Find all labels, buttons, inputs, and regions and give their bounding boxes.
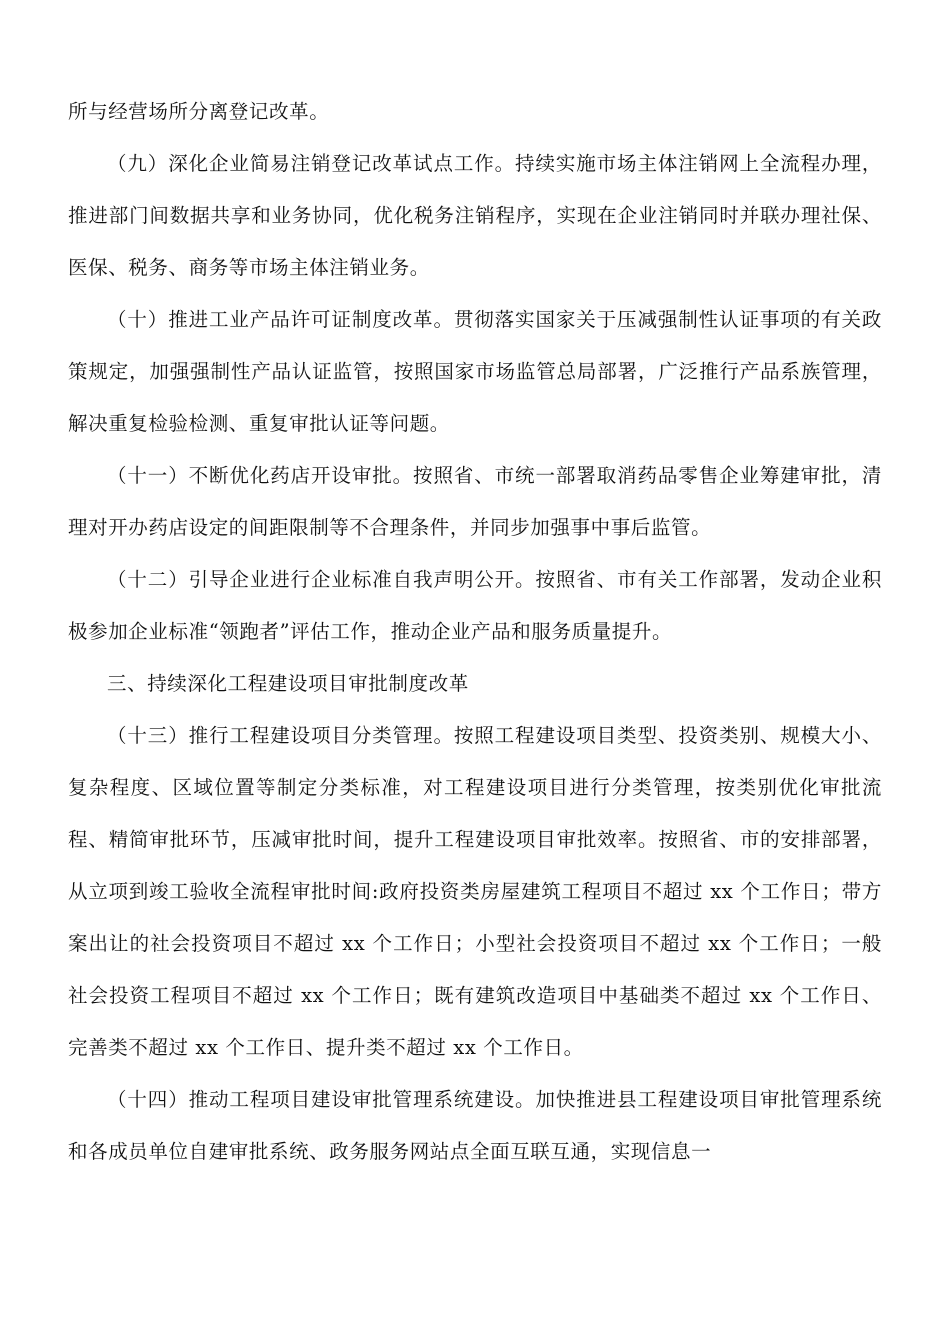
document-page bbox=[68, 86, 882, 1178]
paragraph-item-9: （九）深化企业简易注销登记改革试点工作。持续实施市场主体注销网上全流程办理，推进部门间数据共享和业务协同，优化税务注销程序，实现在企业注销同时并联办理社保、医保、税务、商务等市场主体注销业务。 bbox=[68, 152, 882, 279]
paragraph-item-12: （十二）引导企业进行企业标准自我声明公开。按照省、市有关工作部署，发动企业积极参加企业标准“领跑者”评估工作，推动企业产品和服务质量提升。 bbox=[68, 568, 882, 643]
paragraph-item-14: （十四）推动工程项目建设审批管理系统建设。加快推进县工程建设项目审批管理系统和各成员单位自建审批系统、政务服务网站点全面互联互通，实现信息一 bbox=[68, 1088, 882, 1163]
paragraph-item-13: （十三）推行工程建设项目分类管理。按照工程建设项目类型、投资类别、规模大小、复杂程度、区域位置等制定分类标准，对工程建设项目进行分类管理，按类别优化审批流程、精简审批环节，压减审批时间，提升工程建设项目审批效率。按照省、市的安排部署，从立项到竣工验收全流程审批时间:政府投资类房屋建筑工程项目不超过 xx 个工作日；带方案出让的社会投资项目不超过 xx 个工作日；小型社会投资项目不超过 xx 个工作日；一般社会投资工程项目不超过 xx 个工作日；既有建筑改造项目中基础类不超过 xx 个工作日、完善类不超过 xx 个工作日、提升类不超过 xx 个工作日。 bbox=[68, 724, 882, 1059]
paragraph-continuation: 所与经营场所分离登记改革。 bbox=[68, 100, 330, 123]
paragraph-item-11: （十一）不断优化药店开设审批。按照省、市统一部署取消药品零售企业筹建审批，清理对开办药店设定的间距限制等不合理条件，并同步加强事中事后监管。 bbox=[68, 464, 882, 539]
section-heading-3: 三、持续深化工程建设项目审批制度改革 bbox=[107, 672, 469, 695]
paragraph-item-10: （十）推进工业产品许可证制度改革。贯彻落实国家关于压减强制性认证事项的有关政策规定，加强强制性产品认证监管，按照国家市场监管总局部署，广泛推行产品系族管理，解决重复检验检测、重复审批认证等问题。 bbox=[68, 308, 882, 435]
